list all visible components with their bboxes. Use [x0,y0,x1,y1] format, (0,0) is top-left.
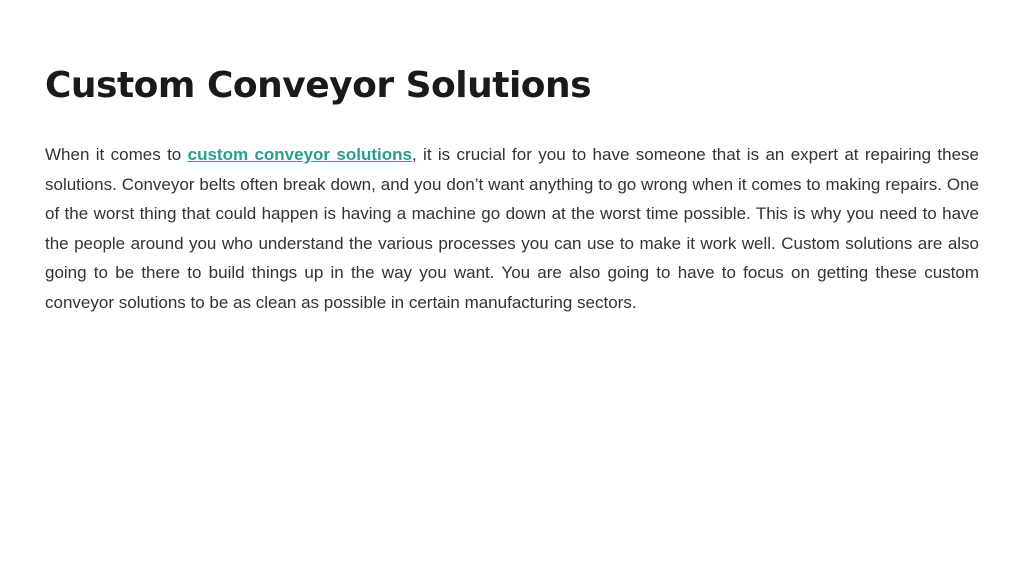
body-paragraph [45,140,979,318]
slide-title: Custom Conveyor Solutions [45,65,592,106]
custom-conveyor-solutions-link[interactable]: custom conveyor solutions [187,145,412,164]
paragraph-text-before-link: When it comes to [45,145,188,164]
paragraph-text-after-link: , it is crucial for you to have someone that is an expert at repairing these solutions. Conveyor belts often break down, and you don’t want anything to go wrong when it comes to making repairs. One of the worst thing that could happen is having a machine go down at the worst time possible. This is why you need to have the people around you who understand the various processes you can use to make it work well. Custom solutions are also going to be there to build things up in the way you want. You are also going to have to focus on getting these custom conveyor solutions to be as clean as possible in certain manufacturing sectors. [45,145,979,312]
